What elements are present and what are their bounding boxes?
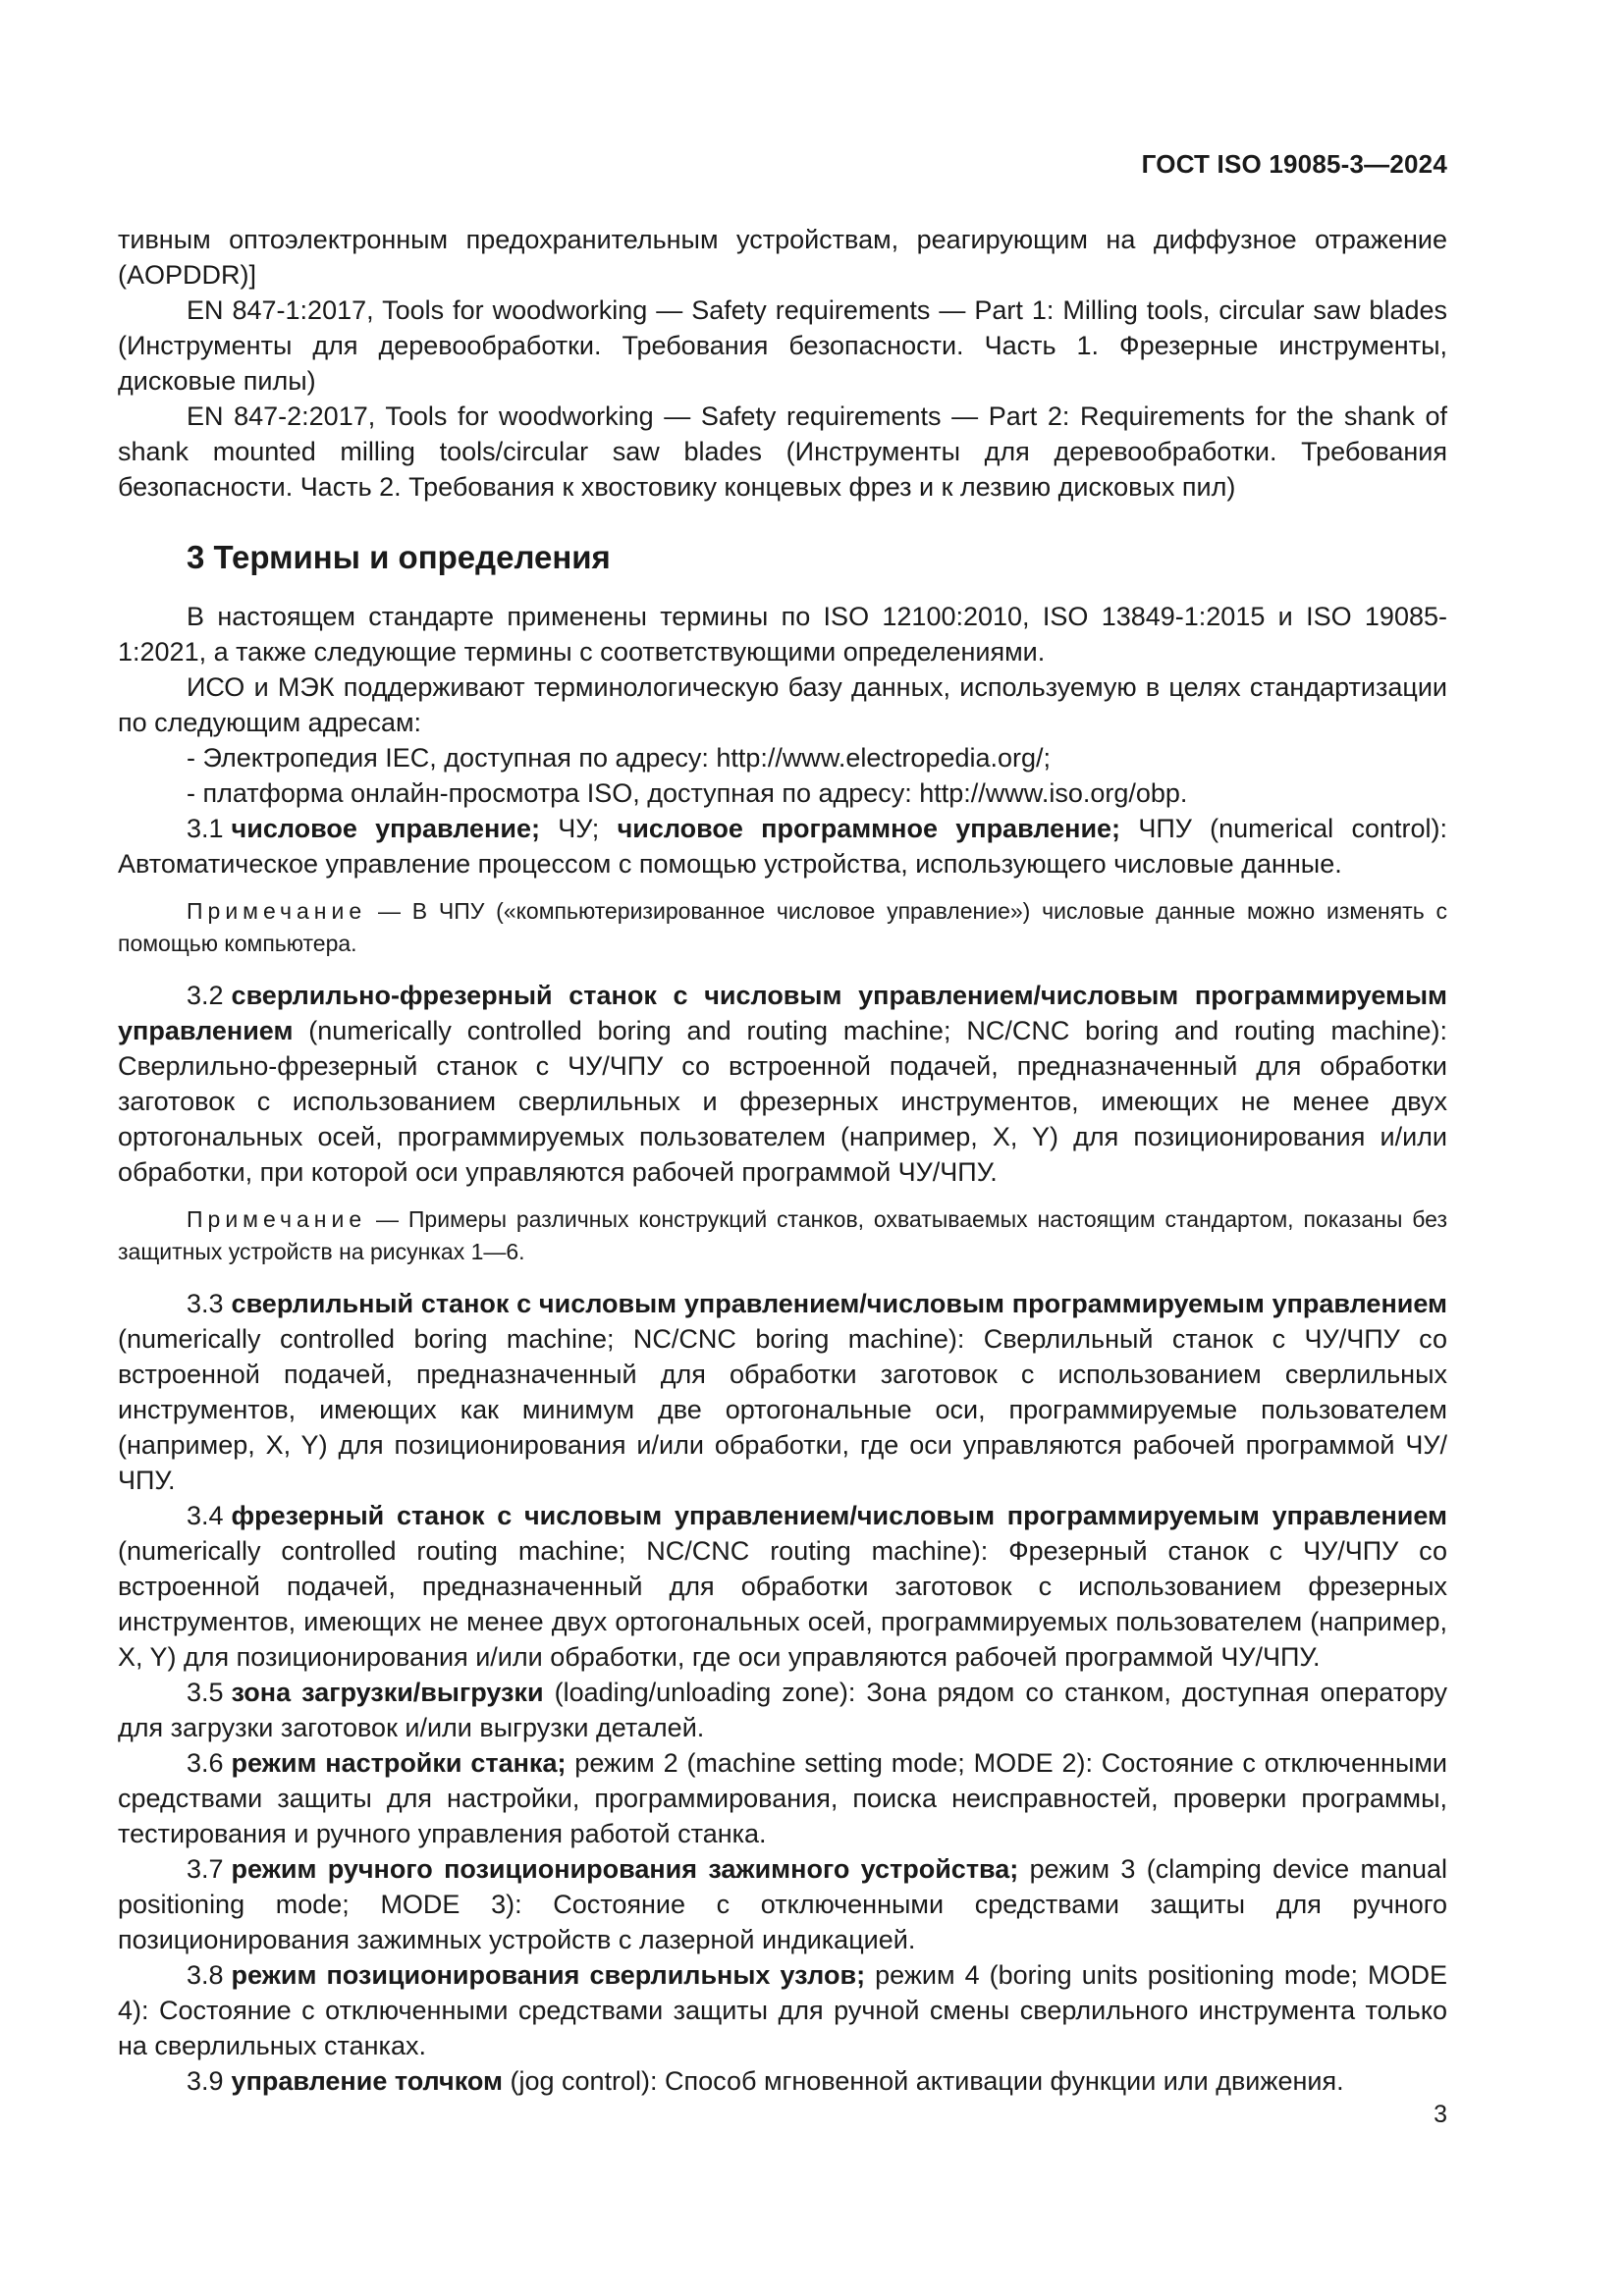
section-heading: 3 Термины и определения (187, 539, 611, 575)
term-number: 3.9 (187, 2066, 224, 2096)
term-definition: режим 3 (clamping device manual positioning mode; MODE 3): Состояние с отключенными средствами защиты для ручного позиционирования зажимных устройств с лазерной индикацией. (118, 1854, 1448, 1954)
term-definition: (loading/unloading zone): Зона рядом со станком, доступная оператору для загрузки заготовок и/или выгрузки деталей. (118, 1678, 1447, 1742)
term-number: 3.3 (187, 1289, 224, 1318)
term-number: 3.5 (187, 1678, 224, 1707)
term-3-1 (118, 811, 1447, 881)
term-definition: (jog control): Способ мгновенной активации функции или движения. (502, 2066, 1344, 2096)
term-3-6 (118, 1745, 1447, 1851)
term-3-5 (118, 1675, 1447, 1745)
term-number: 3.7 (187, 1854, 224, 1884)
term-3-7 (118, 1851, 1447, 1957)
term-name: зона загрузки/выгрузки (231, 1678, 544, 1707)
page-content (118, 222, 1447, 2099)
reference-continuation: тивным оптоэлектронным предохранительным устройствам, реагирующим на диффузное отражение (AOPDDR)] (118, 225, 1447, 290)
term-name: управление толчком (231, 2066, 503, 2096)
term-name: числовое управление; (231, 814, 540, 843)
term-definition: (numerically controlled routing machine; NC/CNC routing machine): Фрезерный станок с ЧУ/ЧПУ со встроенной подачей, предназначенный для обработки заготовок с использованием фрезерных инструментов, имеющих не менее двух ортогональных осей, программируемых пользователем (например, X, Y) для позиционирования и/или обработки, где оси управляются рабочей программой ЧУ/ЧПУ. (118, 1536, 1447, 1672)
term-name: режим позиционирования сверлильных узлов; (231, 1960, 866, 1990)
note-text: — Примеры различных конструкций станков, охватываемых настоящим стандартом, показаны без защитных устройств на рисунках 1—6. (118, 1206, 1447, 1264)
term-3-4 (118, 1498, 1447, 1675)
term-number: 3.2 (187, 981, 224, 1010)
document-code-header: ГОСТ ISO 19085-3—2024 (1141, 149, 1447, 179)
term-definition: (numerically controlled boring and routing machine; NC/CNC boring and routing machine): Сверлильно-фрезерный станок с ЧУ/ЧПУ со встроенной подачей, предназначенный для обработки заготовок с использованием сверлильных и фрезерных инструментов, имеющих не менее двух ортогональных осей, программируемых пользователем (например, X, Y) для позиционирования и/или обработки, при которой оси управляются рабочей программой ЧУ/ЧПУ. (118, 1016, 1447, 1187)
term-name: сверлильный станок с числовым управлением/числовым программируемым управлением (231, 1289, 1447, 1318)
term-name: сверлильно-фрезерный станок с числовым управлением/числовым программируемым управлением (118, 981, 1447, 1045)
note-label: Примечание (187, 1206, 367, 1232)
term-definition: режим 4 (boring units positioning mode; MODE 4): Состояние с отключенными средствами защиты для ручной смены сверлильного инструмента только на сверлильных станках. (118, 1960, 1447, 2060)
iso-iec-paragraph: ИСО и МЭК поддерживают терминологическую базу данных, используемую в целях стандартизации по следующим адресам: (118, 672, 1447, 737)
iso-obp-item: - платформа онлайн-просмотра ISO, доступная по адресу: http://www.iso.org/obp. (187, 778, 1188, 808)
term-name-alt: числовое программное управление; (617, 814, 1121, 843)
note-3-1 (118, 895, 1447, 960)
note-3-2 (118, 1203, 1447, 1268)
term-definition: режим 2 (machine setting mode; MODE 2): Состояние с отключенными средствами защиты для настройки, программирования, поиска неисправностей, проверки программы, тестирования и ручного управления работой станка. (118, 1748, 1447, 1848)
page-number: 3 (1434, 2101, 1447, 2128)
term-number: 3.6 (187, 1748, 224, 1778)
term-3-3 (118, 1286, 1447, 1498)
term-name: режим настройки станка; (231, 1748, 567, 1778)
reference-en847-2: EN 847-2:2017, Tools for woodworking — Safety requirements — Part 2: Requirements for the shank of shank mounted milling tools/circular saw blades (Инструменты для деревообработки. Требования безопасности. Часть 2. Требования к хвостовику концевых фрез и к лезвию дисковых пил) (118, 401, 1447, 502)
term-3-2 (118, 978, 1447, 1190)
term-number: 3.4 (187, 1501, 224, 1530)
term-name: режим ручного позиционирования зажимного устройства; (231, 1854, 1019, 1884)
term-abbrev: ЧУ; (539, 814, 618, 843)
term-definition: ЧПУ (numerical control): Автоматическое управление процессом с помощью устройства, использующего числовые данные. (118, 814, 1447, 879)
section-intro: В настоящем стандарте применены термины по ISO 12100:2010, ISO 13849-1:2015 и ISO 19085-1:2021, а также следующие термины с соответствующими определениями. (118, 602, 1447, 667)
term-definition: (numerically controlled boring machine; NC/CNC boring machine): Сверлильный станок с ЧУ/ЧПУ со встроенной подачей, предназначенный для обработки заготовок с использованием сверлильных инструментов, имеющих как минимум две ортогональные оси, программируемые пользователем (например, X, Y) для позиционирования и/или обработки, где оси управляются рабочей программой ЧУ/ЧПУ. (118, 1324, 1447, 1495)
term-name: фрезерный станок с числовым управлением/числовым программируемым управлением (231, 1501, 1447, 1530)
note-text: — В ЧПУ («компьютеризированное числовое управление») числовые данные можно изменять с помощью компьютера. (118, 898, 1447, 956)
term-3-9 (118, 2063, 1447, 2099)
term-number: 3.1 (187, 814, 224, 843)
electropedia-item: - Электропедия IEC, доступная по адресу: http://www.electropedia.org/; (187, 743, 1052, 773)
reference-en847-1: EN 847-1:2017, Tools for woodworking — Safety requirements — Part 1: Milling tools, circular saw blades (Инструменты для деревообработки. Требования безопасности. Часть 1. Фрезерные инструменты, дисковые пилы) (118, 295, 1447, 396)
term-3-8 (118, 1957, 1447, 2063)
term-number: 3.8 (187, 1960, 224, 1990)
note-label: Примечание (187, 898, 367, 924)
